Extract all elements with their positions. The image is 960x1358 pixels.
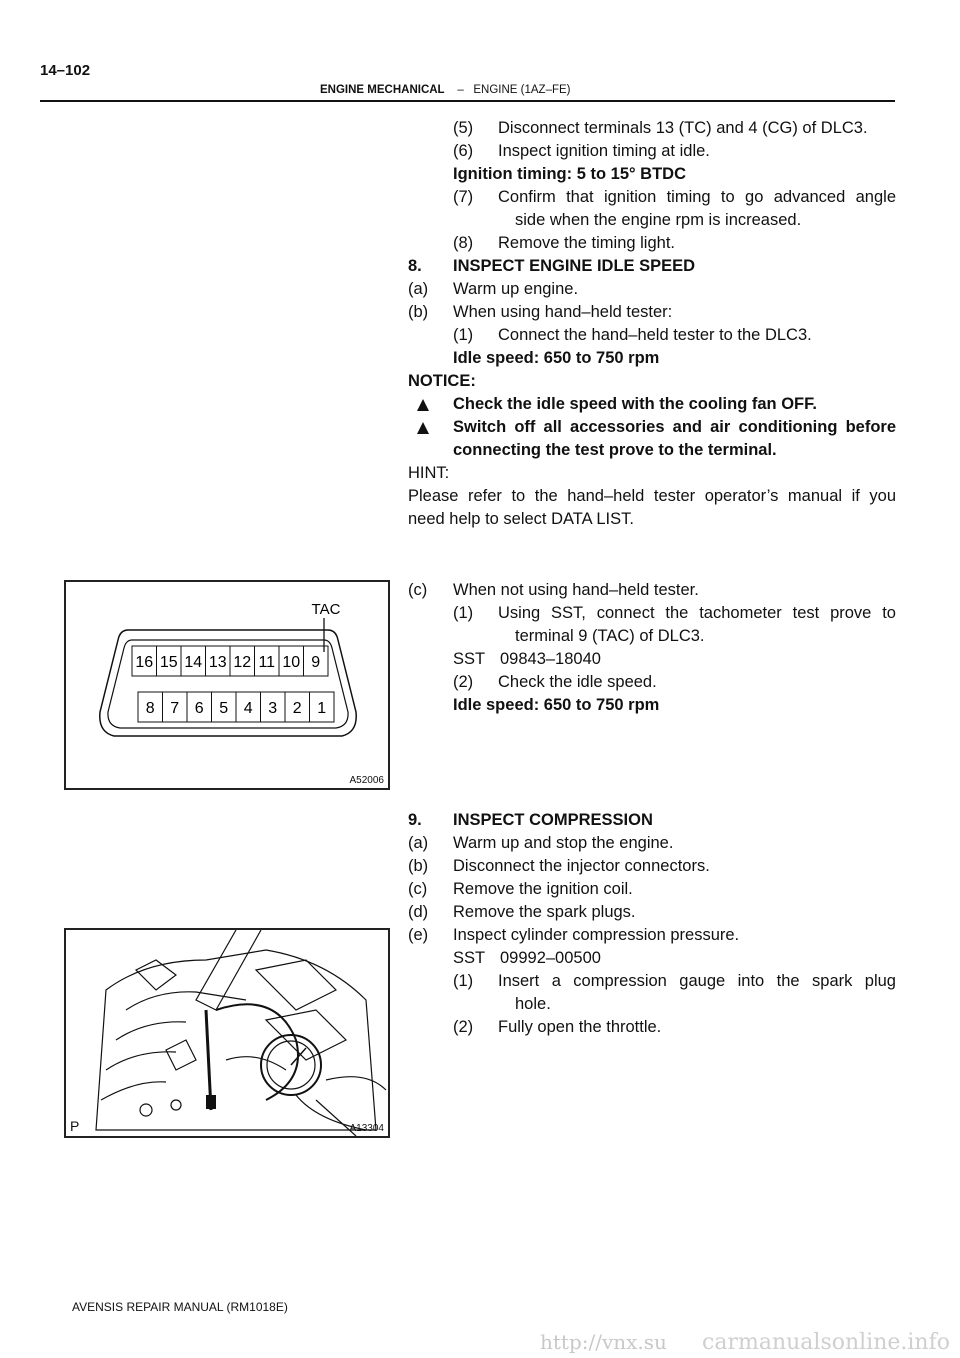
pin-label: 12 xyxy=(233,654,252,671)
step-num: (1) xyxy=(453,972,474,990)
step-num: (b) xyxy=(408,303,429,321)
tac-label: TAC xyxy=(311,601,341,618)
step-text: Disconnect terminals 13 (TC) and 4 (CG) of DLC3. xyxy=(498,119,868,137)
step-text: Using SST, connect the tachometer test prove to xyxy=(498,604,896,622)
step-num: (2) xyxy=(453,1018,474,1036)
section-subtitle: ENGINE (1AZ–FE) xyxy=(473,84,571,96)
bullet-triangle-icon xyxy=(417,398,429,416)
watermark-site: carmanualsonline.info xyxy=(702,1330,950,1355)
notice-item: Check the idle speed with the cooling fan OFF. xyxy=(453,395,817,413)
spark-plug-adapter xyxy=(206,1095,216,1109)
pin-label: 16 xyxy=(135,654,154,671)
bullet-triangle-icon xyxy=(417,421,429,439)
step-text: Remove the spark plugs. xyxy=(453,903,636,921)
watermark-link: http://vnx.su xyxy=(540,1330,667,1354)
pin-label: 13 xyxy=(208,654,227,671)
step-text: Disconnect the injector connectors. xyxy=(453,857,710,875)
hint-text: need help to select DATA LIST. xyxy=(408,510,634,528)
step-num: (1) xyxy=(453,604,474,622)
page-number: 14–102 xyxy=(40,62,91,79)
spec-text: Idle speed: 650 to 750 rpm xyxy=(453,696,660,714)
sst-number: 09843–18040 xyxy=(500,650,601,668)
step-text: terminal 9 (TAC) of DLC3. xyxy=(515,627,705,645)
step-num: (6) xyxy=(453,142,474,160)
step-num: (1) xyxy=(453,326,474,344)
step-text: Connect the hand–held tester to the DLC3. xyxy=(498,326,812,344)
step-text: Inspect cylinder compression pressure. xyxy=(453,926,740,944)
figure-code: A13304 xyxy=(349,1123,384,1134)
manual-footer: AVENSIS REPAIR MANUAL (RM1018E) xyxy=(72,1300,288,1314)
pin-label: 10 xyxy=(282,654,301,671)
figure-corner-letter: P xyxy=(70,1118,80,1134)
hint-text: Please refer to the hand–held tester operator’s manual if you xyxy=(408,487,896,505)
step-text: side when the engine rpm is increased. xyxy=(515,211,802,229)
pin-grid xyxy=(132,646,334,722)
pin-label: 6 xyxy=(194,700,204,717)
step-num: (e) xyxy=(408,926,429,944)
pin-label: 2 xyxy=(292,700,302,717)
pin-label: 7 xyxy=(170,700,180,717)
step-text: When not using hand–held tester. xyxy=(453,581,699,599)
dlc3-figure xyxy=(64,580,390,790)
step-text: Check the idle speed. xyxy=(498,673,657,691)
step-text: Remove the timing light. xyxy=(498,234,675,252)
section-title xyxy=(320,84,571,96)
dlc3-connector-illustration xyxy=(66,582,388,788)
sst-label: SST xyxy=(453,650,486,668)
spec-text: Ignition timing: 5 to 15° BTDC xyxy=(453,165,686,183)
figure-code: A52006 xyxy=(349,775,384,786)
section-num: 8. xyxy=(408,257,422,275)
step-text: Warm up and stop the engine. xyxy=(453,834,674,852)
pin-label: 4 xyxy=(243,700,253,717)
notice-label: NOTICE: xyxy=(408,372,476,390)
sst-label: SST xyxy=(453,949,486,967)
compression-figure xyxy=(64,928,390,1138)
pin-label: 5 xyxy=(219,700,229,717)
step-text: Confirm that ignition timing to go advanced angle xyxy=(498,188,896,206)
step-num: (2) xyxy=(453,673,474,691)
header-rule xyxy=(40,100,895,102)
step-text: hole. xyxy=(515,995,551,1013)
pin-label: 1 xyxy=(317,700,327,717)
step-num: (7) xyxy=(453,188,474,206)
step-text: When using hand–held tester: xyxy=(453,303,673,321)
section-heading: INSPECT COMPRESSION xyxy=(453,811,653,829)
step-num: (c) xyxy=(408,880,428,898)
pin-label: 3 xyxy=(268,700,278,717)
notice-item: connecting the test prove to the terminal. xyxy=(453,441,777,459)
step-num: (5) xyxy=(453,119,474,137)
pin-label: 14 xyxy=(184,654,203,671)
step-text: Warm up engine. xyxy=(453,280,579,298)
section-heading: INSPECT ENGINE IDLE SPEED xyxy=(453,257,696,275)
pin-label: 8 xyxy=(145,700,155,717)
hint-label: HINT: xyxy=(408,464,450,482)
step-text: Insert a compression gauge into the spark plug xyxy=(498,972,896,990)
step-num: (8) xyxy=(453,234,474,252)
step-num: (a) xyxy=(408,280,429,298)
section-title-bold: ENGINE MECHANICAL xyxy=(320,84,445,96)
notice-item: Switch off all accessories and air conditioning before xyxy=(453,418,896,436)
sst-number: 09992–00500 xyxy=(500,949,601,967)
section-num: 9. xyxy=(408,811,422,829)
step-num: (d) xyxy=(408,903,429,921)
pin-label: 9 xyxy=(311,654,321,671)
step-num: (b) xyxy=(408,857,429,875)
step-num: (c) xyxy=(408,581,428,599)
step-text: Remove the ignition coil. xyxy=(453,880,633,898)
step-num: (a) xyxy=(408,834,429,852)
pin-label: 11 xyxy=(258,654,276,671)
spec-text: Idle speed: 650 to 750 rpm xyxy=(453,349,660,367)
pin-label: 15 xyxy=(159,654,178,671)
step-text: Fully open the throttle. xyxy=(498,1018,662,1036)
step-text: Inspect ignition timing at idle. xyxy=(498,142,710,160)
section-separator: – xyxy=(457,84,464,96)
compression-gauge-illustration xyxy=(66,930,388,1136)
